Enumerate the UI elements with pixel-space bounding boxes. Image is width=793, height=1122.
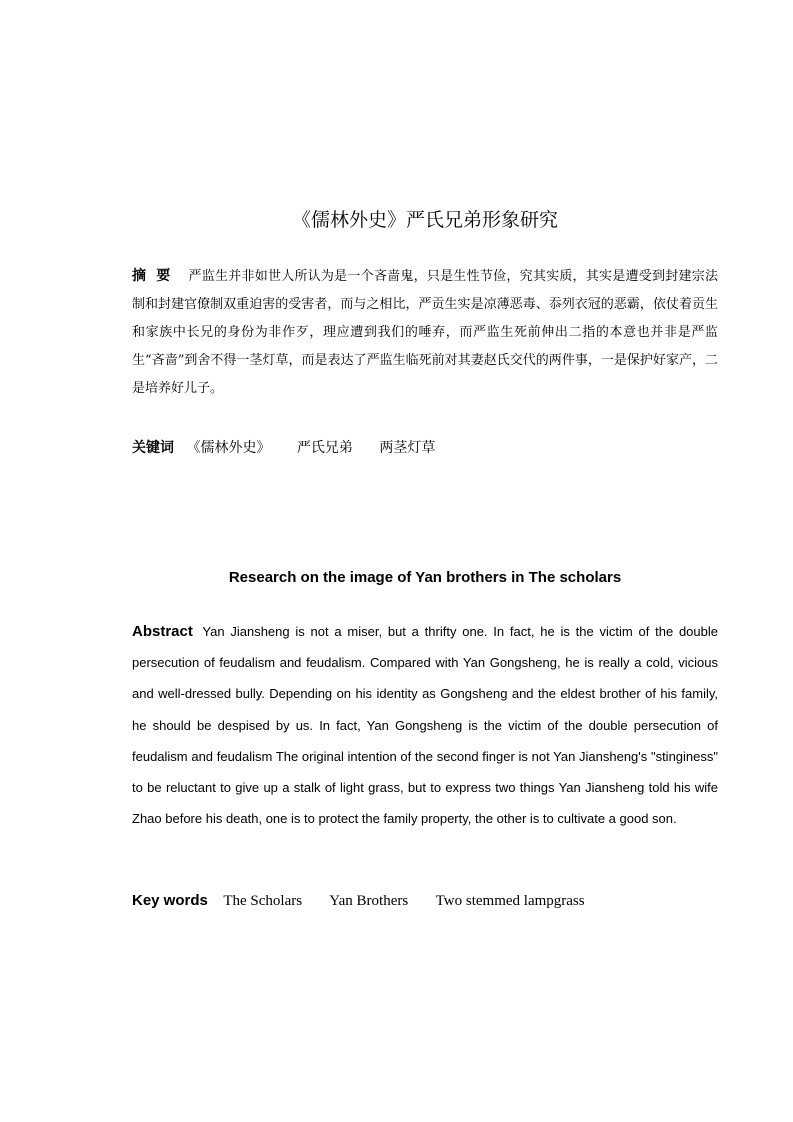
english-keywords-label: Key words [132,892,208,909]
english-keyword: The Scholars [223,893,303,909]
chinese-abstract [132,262,718,403]
english-abstract-label: Abstract [132,623,193,640]
english-abstract-text: Yan Jiansheng is not a miser, but a thrifty one. In fact, he is the victim of the double persecution of feudalism and feudalism. Compared with Yan Gongsheng, he is really a cold, vicious and well-dressed bully. Depending on his identity as Gongsheng and the eldest brother of his family, he should be despised by us. In fact, Yan Gongsheng is the victim of the double persecution of feudalism and feudalism The original intention of the second finger is not Yan Jiansheng's "stinginess" to be reluctant to give up a stalk of light grass, but to express two things Yan Jiansheng told his wife Zhao before his death, one is to protect the family property, the other is to cultivate a good son. [132,624,718,827]
english-keyword: Two stemmed lampgrass [435,893,585,909]
english-keyword: Yan Brothers [329,893,409,909]
english-keywords [132,887,718,915]
chinese-keyword: 严氏兄弟 [296,440,353,456]
chinese-keyword: 《儒林外史》 [186,440,271,456]
chinese-keyword: 两茎灯草 [379,440,436,456]
chinese-keywords-label: 关键词 [132,440,174,456]
english-abstract [132,616,718,834]
chinese-abstract-label: 摘要 [132,268,181,284]
chinese-title: 《儒林外史》严氏兄弟形象研究 [291,209,558,231]
chinese-keywords [132,434,718,462]
chinese-abstract-text: 严监生并非如世人所认为是一个吝啬鬼，只是生性节俭，究其实质，其实是遭受到封建宗法制和封建官僚制双重迫害的受害者，而与之相比，严贡生实是凉薄恶毒、忝列衣冠的恶霸，依仗着贡生和家族中长兄的身份为非作歹，理应遭到我们的唾弃，而严监生死前伸出二指的本意也并非是严监生“吝啬”到舍不得一茎灯草，而是表达了严监生临死前对其妻赵氏交代的两件事，一是保护好家产，二是培养好儿子。 [132,269,718,396]
english-title: Research on the image of Yan brothers in The scholars [228,569,622,586]
